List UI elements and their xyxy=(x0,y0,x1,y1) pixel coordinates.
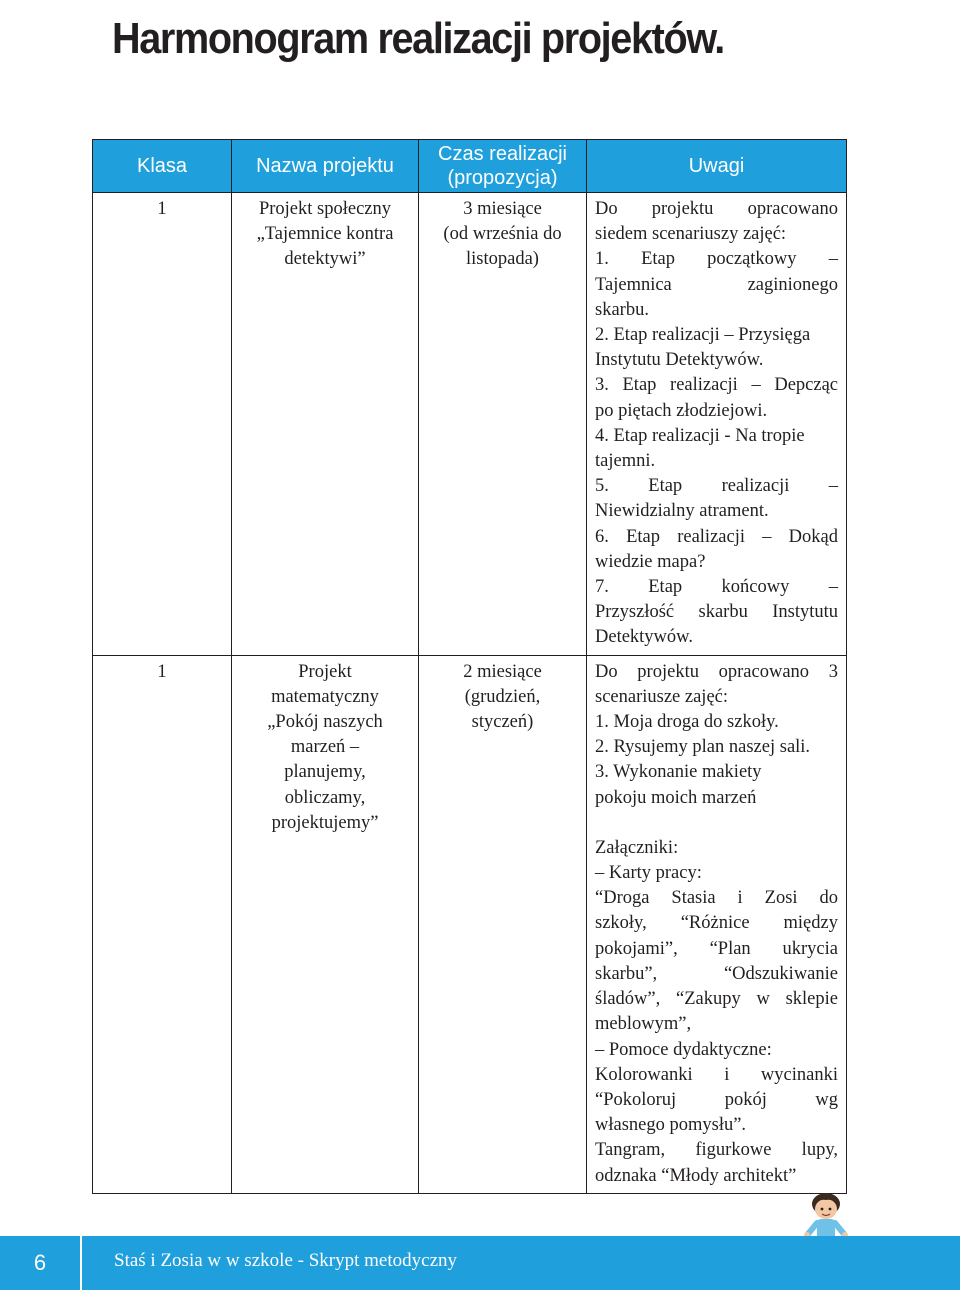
table-header-row xyxy=(93,140,847,193)
header-czas-line1: Czas realizacji xyxy=(438,143,567,165)
row1-czas-line: (od września do xyxy=(443,224,562,245)
row1-klasa: 1 xyxy=(93,193,232,656)
uwagi-line: meblowym”, xyxy=(595,1014,692,1035)
uwagi-line: siedem scenariuszy zajęć: xyxy=(595,224,787,245)
row1-czas-line: listopada) xyxy=(466,249,539,270)
uwagi-line: – Pomoce dydaktyczne: xyxy=(595,1039,772,1060)
uwagi-line: odznaka “Młody architekt” xyxy=(595,1165,797,1186)
row2-nazwa-line: projektujemy” xyxy=(271,812,379,833)
uwagi-line: Załączniki: xyxy=(595,837,679,858)
page-title: Harmonogram realizacji projektów. xyxy=(112,14,724,63)
uwagi-line: śladów”, “Zakupy w sklepie xyxy=(595,989,838,1010)
uwagi-line: Tangram, figurkowe lupy, xyxy=(595,1140,838,1161)
page-number: 6 xyxy=(0,1236,82,1290)
uwagi-line: 4. Etap realizacji - Na tropie xyxy=(595,425,805,446)
uwagi-line: Tajemnica zaginionego xyxy=(595,274,838,295)
row2-klasa: 1 xyxy=(93,655,232,1193)
uwagi-line: Kolorowanki i wycinanki xyxy=(595,1064,838,1085)
schedule-table xyxy=(92,139,847,1194)
row2-czas-line: (grudzień, xyxy=(464,686,541,707)
row2-czas-line: styczeń) xyxy=(471,712,534,733)
row2-czas-line: 2 miesiące xyxy=(463,661,542,682)
uwagi-line: szkoły, “Różnice między xyxy=(595,913,838,934)
row1-nazwa-line: „Tajemnice kontra xyxy=(256,224,394,245)
uwagi-line: scenariusze zajęć: xyxy=(595,686,729,707)
uwagi-line: – Karty pracy: xyxy=(595,863,702,884)
uwagi-line: pokojami”, “Plan ukrycia xyxy=(595,938,838,959)
uwagi-line: po piętach złodziejowi. xyxy=(595,400,768,421)
row2-czas xyxy=(419,655,587,1193)
row2-nazwa-line: Projekt xyxy=(298,661,352,682)
uwagi-line: skarbu”, “Odszukiwanie xyxy=(595,963,838,984)
header-czas-line2: (propozycja) xyxy=(447,167,558,189)
header-czas-realizacji xyxy=(419,140,587,193)
row1-nazwa-line: detektywi” xyxy=(284,249,366,270)
header-uwagi: Uwagi xyxy=(587,140,847,193)
uwagi-line: 6. Etap realizacji – Dokąd xyxy=(595,526,838,547)
uwagi-line: Detektywów. xyxy=(595,627,693,648)
uwagi-line: Przyszłość skarbu Instytutu xyxy=(595,602,838,623)
footer-title: Staś i Zosia w w szkole - Skrypt metodyczny xyxy=(114,1250,458,1271)
uwagi-line: wiedzie mapa? xyxy=(595,551,706,572)
uwagi-line: Do projektu opracowano 3 xyxy=(595,661,838,682)
row2-nazwa xyxy=(232,655,419,1193)
uwagi-line: “Pokoloruj pokój wg xyxy=(595,1089,838,1110)
page-footer xyxy=(0,1236,960,1290)
uwagi-line: tajemni. xyxy=(595,451,656,472)
table-row xyxy=(93,655,847,1193)
uwagi-line: 3. Etap realizacji – Depcząc xyxy=(595,375,838,396)
uwagi-line: Do projektu opracowano xyxy=(595,199,838,219)
row1-nazwa xyxy=(232,193,419,656)
uwagi-line: Niewidzialny atrament. xyxy=(595,501,769,522)
row2-nazwa-line: planujemy, xyxy=(284,762,366,783)
row2-nazwa-line: matematyczny xyxy=(271,686,379,707)
uwagi-line: 1. Moja droga do szkoły. xyxy=(595,712,779,733)
row1-uwagi xyxy=(587,193,847,656)
header-nazwa-projektu: Nazwa projektu xyxy=(232,140,419,193)
row1-nazwa-line: Projekt społeczny xyxy=(258,199,392,219)
row2-nazwa-line: marzeń – xyxy=(290,737,360,758)
uwagi-line: 2. Etap realizacji – Przysięga xyxy=(595,325,811,346)
uwagi-line: własnego pomysłu”. xyxy=(595,1115,747,1136)
uwagi-line: “Droga Stasia i Zosi do xyxy=(595,888,838,909)
header-klasa: Klasa xyxy=(93,140,232,193)
uwagi-line: Instytutu Detektywów. xyxy=(595,350,764,371)
row2-nazwa-line: „Pokój naszych xyxy=(267,712,383,733)
uwagi-line: skarbu. xyxy=(595,299,649,320)
row2-nazwa-line: obliczamy, xyxy=(284,787,366,808)
uwagi-line: 3. Wykonanie makiety xyxy=(595,762,762,783)
uwagi-line: 5. Etap realizacji – xyxy=(595,476,838,497)
row1-czas-line: 3 miesiące xyxy=(463,199,542,219)
uwagi-line: 2. Rysujemy plan naszej sali. xyxy=(595,737,811,758)
uwagi-line: pokoju moich marzeń xyxy=(595,787,757,808)
uwagi-line: 1. Etap początkowy – xyxy=(595,249,838,270)
table-row xyxy=(93,193,847,656)
row1-czas xyxy=(419,193,587,656)
uwagi-line: 7. Etap końcowy – xyxy=(595,577,838,598)
row2-uwagi xyxy=(587,655,847,1193)
uwagi-spacer xyxy=(595,811,838,836)
